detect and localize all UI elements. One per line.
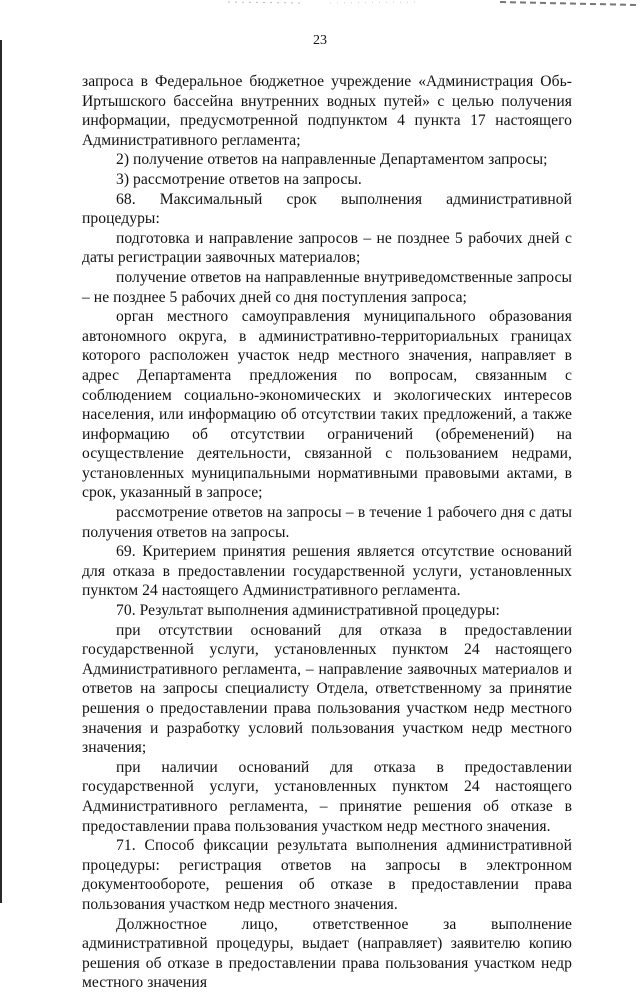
paragraph: рассмотрение ответов на запросы – в течение 1 рабочего дня с даты получения ответов на запросы. — [82, 504, 572, 541]
paragraph: 68. Максимальный срок выполнения административной процедуры: — [82, 190, 572, 228]
paragraph: 2) получение ответов на направленные Департаментом запросы; — [116, 151, 548, 169]
paragraph: при отсутствии оснований для отказа в предоставлении государственной услуги, установленных пунктом 24 настоящего Административного регламента, – направление заявочных материалов и ответов на запросы специалисту Отдела, ответственному за принятие решения о предоставлении права пользования участком недр местного значения и разработку условий пользования участком недр местного значения; — [82, 621, 572, 757]
page-number: 23 — [313, 33, 327, 48]
paragraph: 3) рассмотрение ответов на запросы. — [116, 170, 362, 188]
scan-artifact — [0, 0, 640, 12]
paragraph: 71. Способ фиксации результата выполнения административной процедуры: регистрация ответов на запросы в электронном документообороте, решения об отказе в предоставлении права пользования участком недр местного значения. — [82, 837, 572, 913]
paragraph: 69. Критерием принятия решения является отсутствие оснований для отказа в предоставлении государственной услуги, установленных пунктом 24 настоящего Административного регламента. — [82, 543, 572, 600]
paragraph: 70. Результат выполнения административной процедуры: — [116, 602, 500, 620]
document-body — [82, 72, 572, 993]
scan-edge — [0, 40, 2, 903]
paragraph: запроса в Федеральное бюджетное учреждение «Администрация Обь-Иртышского бассейна внутренних водных путей» с целью получения информации, предусмотренной подпунктом 4 пункта 17 настоящего Административного регламента; — [82, 73, 572, 149]
paragraph: получение ответов на направленные внутриведомственные запросы – не позднее 5 рабочих дней со дня поступления запроса; — [82, 268, 572, 306]
paragraph: подготовка и направление запросов – не позднее 5 рабочих дней с даты регистрации заявочных материалов; — [82, 229, 572, 267]
paragraph: орган местного самоуправления муниципального образования автономного округа, в административно-территориальных границах которого расположен участок недр местного значения, направляет в адрес Департамента предложения по вопросам, связанным с соблюдением социально-экономических и экологических интересов населения, или информацию об отсутствии таких предложений, а также информацию об отсутствии ограничений (обременений) на осуществление деятельности, связанной с пользованием недрами, установленных муниципальными нормативными правовыми актами, в срок, указанный в запросе; — [82, 308, 572, 502]
paragraph: при наличии оснований для отказа в предоставлении государственной услуги, установленных пунктом 24 настоящего Административного регламента, – принятие решения об отказе в предоставлении права пользования участком недр местного значения. — [82, 758, 572, 835]
paragraph: Должностное лицо, ответственное за выполнение административной процедуры, выдает (направляет) заявителю копию решения об отказе в предоставлении права пользования участком недр местного значения — [82, 915, 572, 992]
